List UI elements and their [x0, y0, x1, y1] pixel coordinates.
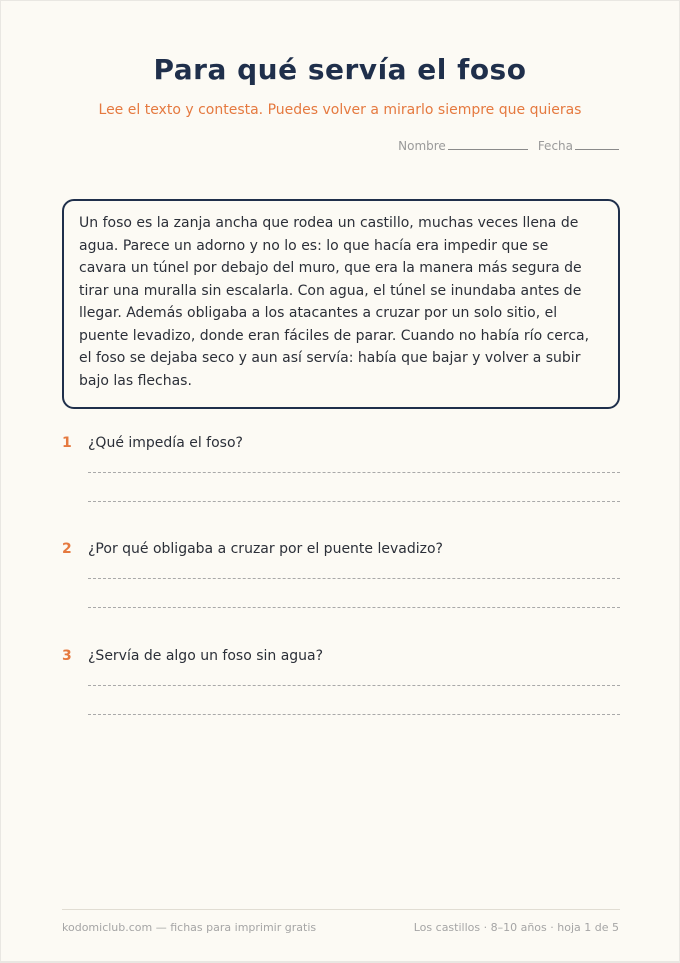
- reading-line: cavara un túnel por debajo del muro, que era la manera más segura de: [79, 260, 582, 276]
- answer-line[interactable]: [88, 714, 620, 715]
- question-text: ¿Qué impedía el foso?: [88, 435, 243, 451]
- reading-line: el foso se dejaba seco y aun así servía: había que bajar y volver a subir: [79, 350, 581, 366]
- question-number: 2: [62, 541, 72, 557]
- reading-line: agua. Parece un adorno y no lo es: lo que hacía era impedir que se: [79, 237, 549, 254]
- question-text: ¿Servía de algo un foso sin agua?: [88, 648, 324, 664]
- name-date-fields: [398, 139, 619, 153]
- reading-line: tirar una muralla sin escalarla. Con agua, el túnel se inundaba antes de: [79, 282, 582, 299]
- answer-line[interactable]: [88, 578, 620, 579]
- reading-line: llegar. Además obligaba a los atacantes a cruzar por un solo sitio, el: [79, 305, 558, 321]
- answer-line[interactable]: [88, 607, 620, 608]
- question-number: 3: [62, 648, 72, 664]
- name-label: Nombre: [398, 139, 446, 153]
- reading-line: puente levadizo, donde eran fáciles de parar. Cuando no había río cerca,: [79, 327, 590, 344]
- answer-line[interactable]: [88, 472, 620, 473]
- answer-line[interactable]: [88, 501, 620, 502]
- question-number: 1: [62, 435, 72, 451]
- footer-divider: [62, 909, 620, 910]
- answer-line[interactable]: [88, 685, 620, 686]
- instructions: Lee el texto y contesta. Puedes volver a mirarlo siempre que quieras: [98, 102, 582, 118]
- worksheet-page: [1, 1, 679, 961]
- page-title: Para qué servía el foso: [153, 53, 527, 86]
- footer-sheet-info: Los castillos · 8–10 años · hoja 1 de 5: [413, 921, 619, 934]
- date-label: Fecha: [537, 139, 573, 153]
- name-line[interactable]: [448, 139, 528, 150]
- question-text: ¿Por qué obligaba a cruzar por el puente levadizo?: [88, 541, 443, 557]
- footer-site-credit: kodomiclub.com — fichas para imprimir gratis: [62, 921, 317, 934]
- reading-passage-box: [62, 199, 620, 409]
- reading-line: bajo las flechas.: [79, 372, 192, 389]
- reading-line: Un foso es la zanja ancha que rodea un castillo, muchas veces llena de: [79, 215, 579, 231]
- date-line[interactable]: [575, 139, 619, 150]
